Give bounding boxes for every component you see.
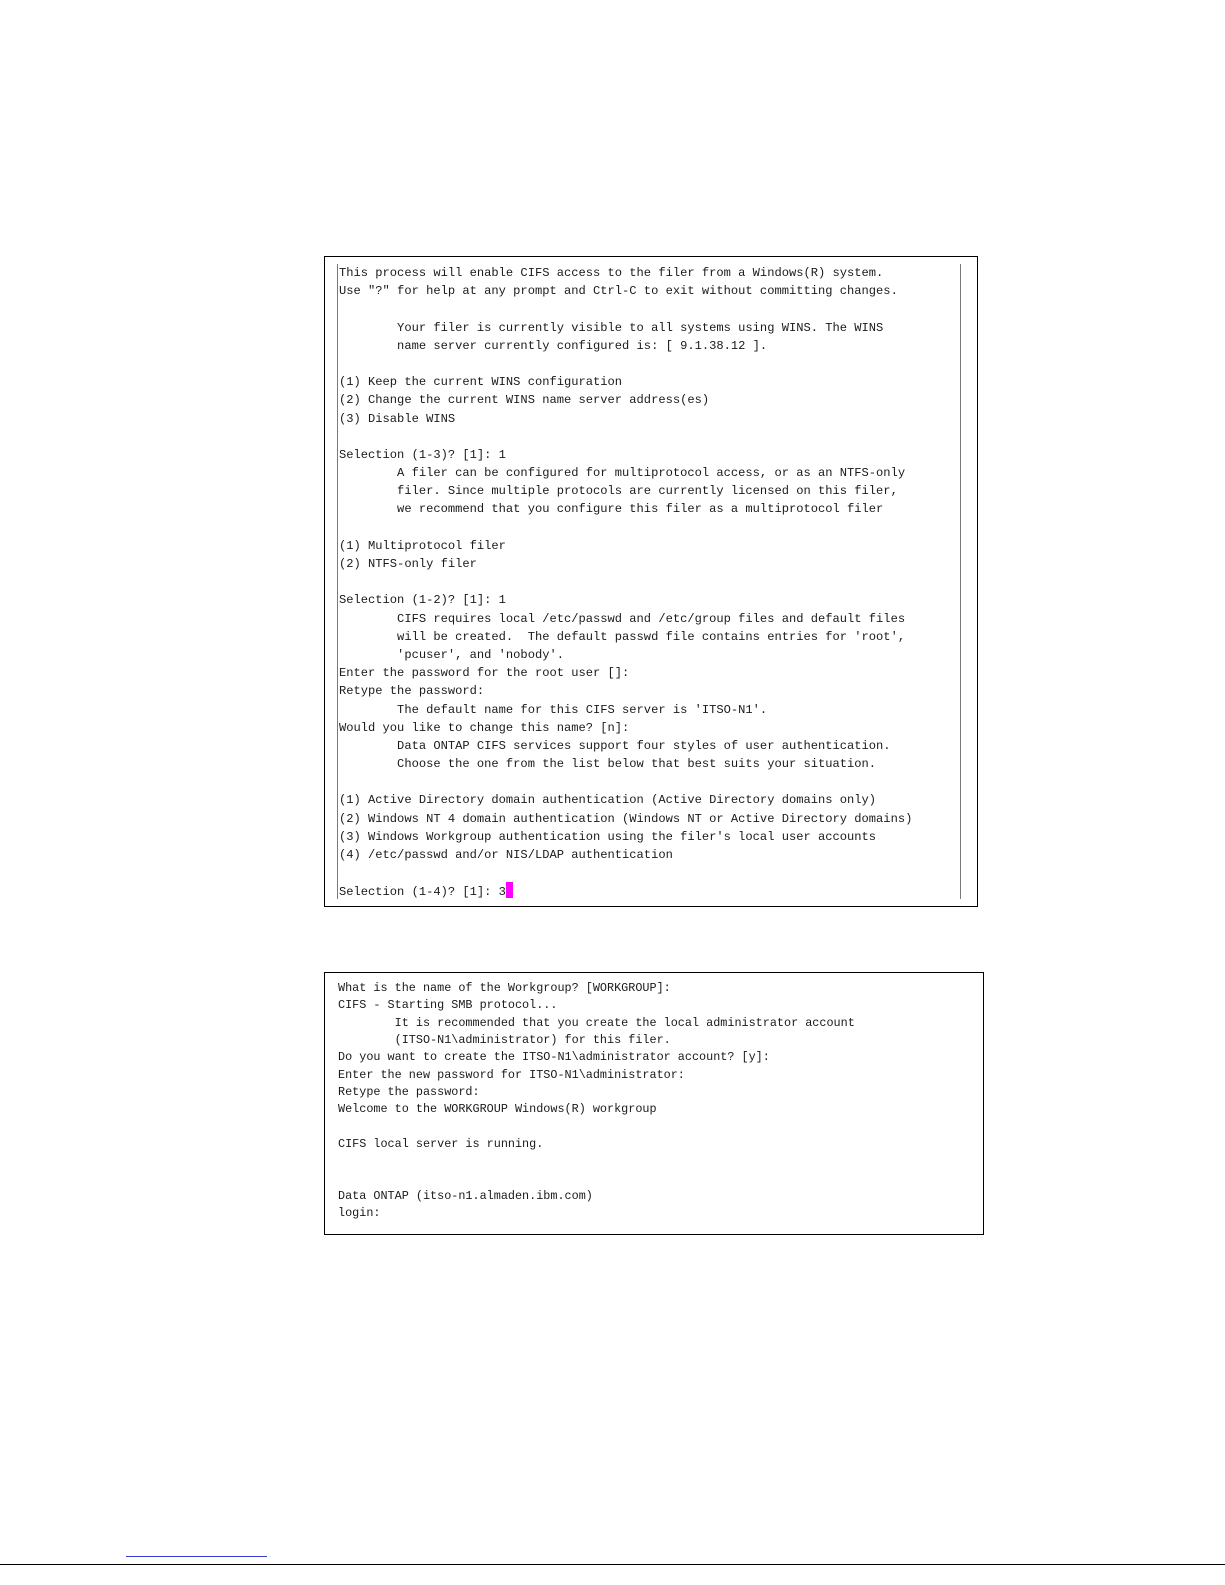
selection-prompt: Selection (1-4)? [1]: 3 [339,885,506,899]
terminal-line: (2) Windows NT 4 domain authentication (Windows NT or Active Directory domains) [339,811,913,826]
terminal-line: CIFS local server is running. [338,1137,544,1152]
terminal-prompt-line[interactable] [338,882,960,899]
terminal-window-workgroup-setup [324,972,984,1235]
terminal-line [338,773,960,791]
terminal-line [338,864,960,882]
terminal-line: (1) Active Directory domain authentication (Active Directory domains only) [339,793,877,808]
terminal-line: What is the name of the Workgroup? [WORKGROUP]: [338,981,671,995]
terminal-line: CIFS requires local /etc/passwd and /etc/group files and default files [339,611,906,626]
terminal-line: filer. Since multiple protocols are currently licensed on this filer, [339,484,898,499]
terminal-output-workgroup-setup [337,980,977,1228]
terminal-line [338,573,960,591]
page-footer-rule [0,1564,1225,1565]
terminal-line: Data ONTAP (itso-n1.almaden.ibm.com) [338,1189,593,1204]
terminal-line [338,428,960,446]
terminal-line [337,1153,977,1170]
terminal-line: Enter the password for the root user []: [339,666,630,681]
terminal-lines [337,980,977,1223]
terminal-line: (ITSO-N1\administrator) for this filer. [338,1033,671,1048]
terminal-line: It is recommended that you create the local administrator account [338,1015,855,1030]
terminal-line: The default name for this CIFS server is 'ITSO-N1'. [339,702,768,717]
terminal-line: (4) /etc/passwd and/or NIS/LDAP authentication [339,848,673,862]
terminal-line: Do you want to create the ITSO-N1\administrator account? [y]: [338,1050,770,1065]
terminal-line: Use "?" for help at any prompt and Ctrl-C to exit without committing changes. [339,284,898,299]
terminal-line: (1) Multiprotocol filer [339,538,506,553]
terminal-line [338,519,960,537]
terminal-line: CIFS - Starting SMB protocol... [338,998,558,1013]
terminal-line: name server currently configured is: [ 9.1.38.12 ]. [339,338,768,353]
terminal-line [338,300,960,318]
terminal-line [338,355,960,373]
text-cursor [506,882,513,898]
terminal-line: This process will enable CIFS access to the filer from a Windows(R) system. [339,266,884,280]
terminal-line: login: [338,1206,381,1221]
terminal-output-cifs-setup [337,264,961,899]
terminal-line: will be created. The default passwd file contains entries for 'root', [339,629,906,644]
terminal-window-cifs-setup [324,256,978,907]
terminal-line: Data ONTAP CIFS services support four styles of user authentication. [339,738,891,753]
terminal-lines [338,264,960,882]
terminal-line [337,1119,977,1136]
terminal-line: Enter the new password for ITSO-N1\administrator: [338,1067,685,1082]
terminal-line: Retype the password: [339,684,485,699]
terminal-line: Selection (1-3)? [1]: 1 [339,447,506,462]
terminal-line: Your filer is currently visible to all systems using WINS. The WINS [339,320,884,335]
terminal-line: Would you like to change this name? [n]: [339,720,630,735]
footnote-separator [126,1556,267,1557]
terminal-line: Selection (1-2)? [1]: 1 [339,593,506,608]
terminal-line: (2) NTFS-only filer [339,557,477,571]
terminal-line: (3) Disable WINS [339,411,456,426]
terminal-line [337,1171,977,1188]
terminal-line: A filer can be configured for multiprotocol access, or as an NTFS-only [339,466,906,481]
terminal-line: Welcome to the WORKGROUP Windows(R) workgroup [338,1102,657,1117]
terminal-line: 'pcuser', and 'nobody'. [339,647,564,662]
terminal-line: (3) Windows Workgroup authentication using the filer's local user accounts [339,829,877,844]
terminal-line: Choose the one from the list below that best suits your situation. [339,757,877,772]
terminal-line: we recommend that you configure this filer as a multiprotocol filer [339,502,884,517]
terminal-line: (2) Change the current WINS name server address(es) [339,393,710,408]
terminal-line: (1) Keep the current WINS configuration [339,375,623,390]
terminal-line: Retype the password: [338,1085,480,1100]
